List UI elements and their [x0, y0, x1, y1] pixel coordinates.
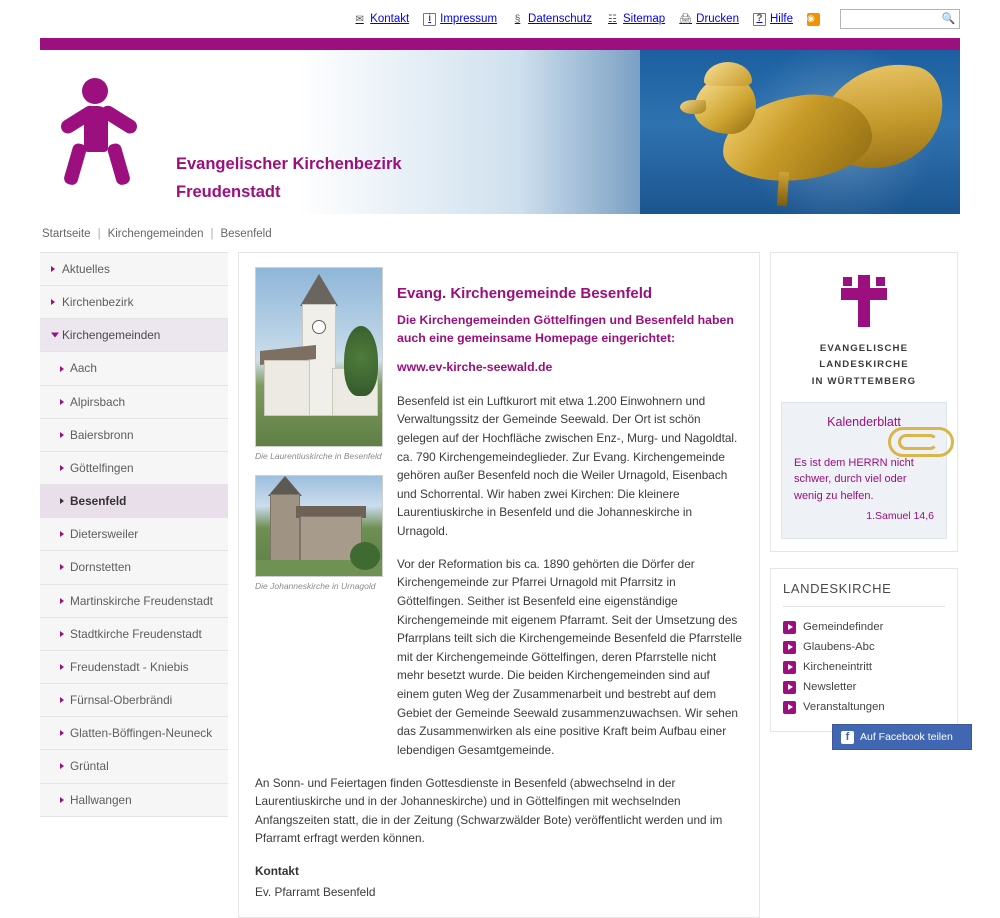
content-area	[40, 252, 960, 918]
article-lead: Die Kirchengemeinden Göttelfingen und Besenfeld haben auch eine gemeinsame Homepage eingerichtet:	[397, 313, 734, 345]
link-newsletter[interactable]	[783, 677, 945, 697]
landeskirche-links-section	[770, 568, 958, 732]
photo-laurentiuskirche	[255, 267, 383, 447]
topbar-label: Impressum	[440, 13, 498, 25]
article-text-column	[397, 267, 743, 774]
sidebar-item-label: Kirchengemeinden	[62, 328, 161, 343]
chevron-right-icon	[60, 399, 64, 405]
chevron-right-icon	[60, 432, 64, 438]
chevron-down-icon	[51, 333, 59, 338]
topbar-label: Sitemap	[622, 13, 666, 25]
chevron-right-icon	[60, 763, 64, 769]
question-icon: ?	[753, 13, 766, 26]
facebook-icon: f	[841, 731, 854, 744]
link-label: Newsletter	[803, 681, 857, 694]
landeskirche-name	[781, 341, 947, 390]
sidebar-item-label: Dornstetten	[70, 560, 131, 575]
rooster-icon	[652, 54, 952, 214]
sidebar-item-label: Göttelfingen	[70, 460, 134, 475]
site-title-line2: Freudenstadt	[176, 183, 281, 202]
info-icon: i	[423, 13, 436, 26]
kalenderblatt-reference: 1.Samuel 14,6	[866, 510, 934, 523]
link-veranstaltungen[interactable]	[783, 697, 945, 717]
sidebar-item-label: Martinskirche Freudenstadt	[70, 593, 213, 608]
sidebar-item-hallwangen[interactable]	[40, 784, 228, 817]
site-header	[40, 38, 960, 214]
contact-heading: Kontakt	[255, 864, 299, 879]
link-glaubens-abc[interactable]	[783, 637, 945, 657]
chevron-right-icon	[60, 564, 64, 570]
link-label: Kircheneintritt	[803, 661, 873, 674]
sidebar-item-label: Dietersweiler	[70, 527, 139, 542]
chevron-right-icon	[60, 631, 64, 637]
sidebar-item-label: Glatten-Böffingen-Neuneck	[70, 726, 213, 741]
sidebar-item-besenfeld[interactable]	[40, 485, 228, 518]
breadcrumb-item-startseite[interactable]: Startseite	[42, 228, 91, 240]
search-container	[840, 9, 960, 29]
sidebar-item-kirchengemeinden[interactable]	[40, 319, 228, 352]
homepage-link[interactable]: www.ev-kirche-seewald.de	[397, 359, 553, 374]
mail-icon: ✉	[355, 13, 364, 25]
article-continuation	[255, 774, 743, 902]
kalenderblatt-title: Kalenderblatt	[827, 414, 901, 429]
sidebar-item-gruental[interactable]	[40, 750, 228, 783]
accent-bar	[40, 38, 960, 50]
chevron-right-icon	[51, 266, 55, 272]
article-paragraph-2: Vor der Reformation bis ca. 1890 gehörten die Dörfer der Kirchengemeinde zur Pfarrei Urnagold mit Pfarrsitz in Göttelfingen. Seither ist Besenfeld eine eigenständige Kirchengemeinde mit eigenem Pfarramt. Seit der Umsetzung des Pfarrplans teilt sich die Kirchengemeinde Besenfeld die Pfarrstelle mit der Kirchengemeinde Göttelfingen, deren Pfarrstelle nicht mehr besetzt wurde. Die beiden Kirchengemeinden sind auf einem guten Weg der Zusammenarbeit und bestrebt auf dem Gebiet der Gemeinde Seewald zusammenzuwachsen. Wir sehen das Zusammenwirken als eine positive Kraft beim Aufbau einer lebendigen Gesamtgemeinde.	[397, 556, 742, 757]
play-icon	[783, 701, 796, 714]
sidebar-item-alpirsbach[interactable]	[40, 386, 228, 419]
photo-caption-johanneskirche: Die Johanneskirche in Urnagold	[255, 581, 376, 592]
topbar-link-drucken[interactable]	[679, 13, 739, 26]
printer-icon: 🖨	[679, 13, 692, 25]
sidebar-item-label: Aktuelles	[62, 262, 110, 276]
sidebar-item-label: Baiersbronn	[70, 427, 134, 442]
right-column	[770, 252, 958, 732]
sidebar-item-freudenstadt-kniebis[interactable]	[40, 651, 228, 684]
chevron-right-icon	[60, 797, 64, 803]
link-label: Veranstaltungen	[803, 701, 885, 714]
sidebar-item-fuernsal-oberbraendi[interactable]	[40, 684, 228, 717]
banner	[40, 50, 960, 214]
church-district-logo[interactable]	[56, 78, 142, 186]
topbar-label: Drucken	[696, 13, 739, 25]
landeskirche-links-heading: LANDESKIRCHE	[783, 581, 945, 607]
link-gemeindefinder[interactable]	[783, 617, 945, 637]
chevron-right-icon	[60, 598, 64, 604]
photo-caption-laurentiuskirche: Die Laurentiuskirche in Besenfeld	[255, 451, 382, 461]
link-label: Gemeindefinder	[803, 621, 884, 634]
chevron-right-icon	[60, 697, 64, 703]
kalenderblatt-verse: Es ist dem HERRN nicht schwer, durch viel oder wenig zu helfen.	[794, 456, 914, 502]
chevron-right-icon	[60, 465, 64, 471]
article-media-column	[255, 267, 383, 774]
landeskirche-name-line2: IN WÜRTTEMBERG	[811, 375, 917, 387]
sidebar-item-label: Stadtkirche Freudenstadt	[70, 626, 202, 641]
breadcrumb-item-kirchengemeinden[interactable]: Kirchengemeinden	[107, 228, 204, 240]
sidebar-item-kirchenbezirk[interactable]	[40, 286, 228, 319]
chevron-right-icon	[60, 498, 64, 504]
link-kircheneintritt[interactable]	[783, 657, 945, 677]
breadcrumb-item-besenfeld: Besenfeld	[220, 228, 272, 240]
link-label: Glaubens-Abc	[803, 641, 875, 654]
sidebar-item-glatten-boeffingen-neuneck[interactable]	[40, 717, 228, 750]
chevron-right-icon	[60, 664, 64, 670]
sidebar-item-dietersweiler[interactable]	[40, 518, 228, 551]
sidebar-item-label: Alpirsbach	[70, 394, 126, 409]
paragraph-icon: §	[514, 13, 521, 25]
sidebar-item-dornstetten[interactable]	[40, 551, 228, 584]
sidebar-item-label: Fürnsal-Oberbrändi	[70, 693, 173, 708]
topbar-link-sitemap[interactable]	[606, 13, 665, 26]
topbar-link-hilfe[interactable]	[753, 13, 793, 26]
breadcrumb-separator: |	[210, 228, 214, 240]
sidebar-item-label: Aach	[70, 361, 97, 376]
sidebar-nav	[40, 252, 228, 817]
sidebar-item-label: Besenfeld	[70, 494, 127, 509]
sidebar-item-baiersbronn[interactable]	[40, 419, 228, 452]
facebook-share-button[interactable]	[832, 724, 972, 750]
topbar-label: Kontakt	[370, 13, 410, 25]
cross-icon	[841, 275, 887, 327]
topbar-link-datenschutz[interactable]	[511, 13, 592, 26]
search-icon[interactable]: 🔍	[941, 13, 956, 25]
sitemap-icon: ☷	[607, 13, 617, 25]
breadcrumb	[40, 214, 960, 252]
sidebar-item-martinskirche-freudenstadt[interactable]	[40, 585, 228, 618]
landeskirche-card	[770, 252, 958, 552]
chevron-right-icon	[60, 730, 64, 736]
topbar-label: Hilfe	[769, 13, 793, 25]
topbar-link-impressum[interactable]	[423, 13, 497, 26]
utility-bar	[0, 0, 1000, 38]
play-icon	[783, 621, 796, 634]
sidebar-item-aach[interactable]	[40, 352, 228, 385]
contact-line-1: Ev. Pfarramt Besenfeld	[255, 884, 376, 899]
kalenderblatt-widget	[781, 402, 947, 540]
chevron-right-icon	[60, 366, 64, 372]
play-icon	[783, 641, 796, 654]
article-paragraph-3: An Sonn- und Feiertagen finden Gottesdienste in Besenfeld (abwechselnd in der Laurentiuskirche und in der Johanneskirche) und in Göttelfingen mit wechselnden Anfangszeiten statt, die in der Zeitung (Schwarzwälder Bote) veröffentlicht werden und im Pfarramt erfragt werden können.	[255, 775, 723, 846]
play-icon	[783, 661, 796, 674]
rss-icon[interactable]: ◉	[807, 13, 820, 26]
paperclip-icon	[888, 427, 954, 457]
facebook-share-label: Auf Facebook teilen	[860, 731, 953, 743]
landeskirche-name-line1: EVANGELISCHE LANDESKIRCHE	[819, 343, 909, 371]
topbar-label: Datenschutz	[528, 13, 592, 25]
sidebar-item-aktuelles[interactable]	[40, 253, 228, 286]
sidebar-item-label: Grüntal	[70, 759, 109, 774]
sidebar-item-label: Hallwangen	[70, 792, 132, 807]
chevron-right-icon	[51, 299, 55, 305]
sidebar-item-stadtkirche-freudenstadt[interactable]	[40, 618, 228, 651]
photo-johanneskirche	[255, 475, 383, 577]
site-title	[176, 150, 402, 206]
topbar-link-kontakt[interactable]	[353, 13, 409, 26]
sidebar-item-label: Freudenstadt - Kniebis	[70, 659, 189, 674]
sidebar-item-goettelfingen[interactable]	[40, 452, 228, 485]
article-paragraph-1: Besenfeld ist ein Luftkurort mit etwa 1.200 Einwohnern und Verwaltungssitz der Gemeinde Seewald. Der Ort ist schön gelegen auf der Hochfläche zwischen Enz-, Murg- und Nagoldtal. ca. 790 Kirchengemeindeglieder. Zur Evang. Kirchengemeinde gehören außer Besenfeld noch die Weiler Urnagold, Eisenbach und Schorrental. Wir haben zwei Kirchen: Die kleinere Laurentiuskirche in Besenfeld und die Johanneskirche in Urnagold.	[397, 393, 738, 539]
breadcrumb-separator: |	[97, 228, 101, 240]
play-icon	[783, 681, 796, 694]
page-title: Evang. Kirchengemeinde Besenfeld	[397, 285, 653, 302]
banner-photo-rooster	[640, 50, 960, 214]
main-article	[238, 252, 760, 918]
chevron-right-icon	[60, 531, 64, 537]
sidebar-item-label: Kirchenbezirk	[62, 295, 134, 310]
site-title-line1: Evangelischer Kirchenbezirk	[176, 155, 402, 173]
